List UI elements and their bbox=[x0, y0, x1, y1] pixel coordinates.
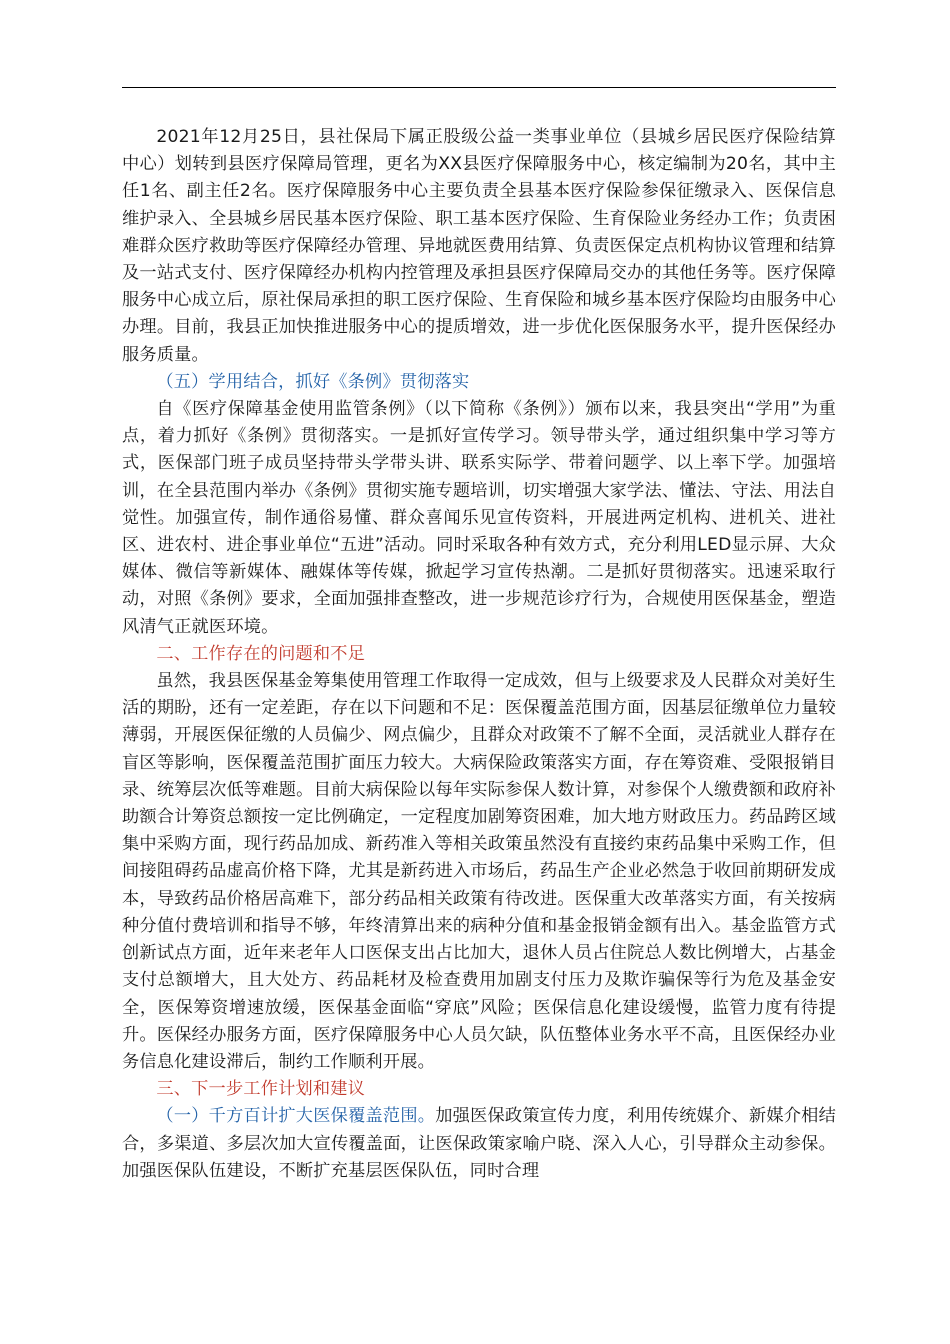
coverage-text: 加强医保政策宣传力度，利用传统媒介、新媒介相结合，多渠道、多层次加大宣传覆盖面，让医保政策家喻户晓、深入人心，引导群众主动参保。加强医保队伍建设，不断扩充基层医保队伍，同时合理 bbox=[122, 1106, 836, 1181]
section-heading-problems: 二、工作存在的问题和不足 bbox=[156, 643, 366, 664]
document-body bbox=[122, 124, 836, 1185]
paragraph-service-center: 2021年12月25日，县社保局下属正股级公益一类事业单位（县城乡居民医疗保险结算中心）划转到县医疗保障局管理，更名为XX县医疗保障服务中心，核定编制为20名，其中主任1名、副主任2名。医疗保障服务中心主要负责全县基本医疗保险参保征缴录入、医保信息维护录入、全县城乡居民基本医疗保险、职工基本医疗保险、生育保险业务经办工作；负责困难群众医疗救助等医疗保障经办管理、异地就医费用结算、负责医保定点机构协议管理和结算及一站式支付、医疗保障经办机构内控管理及承担县医疗保障局交办的其他任务等。医疗保障服务中心成立后，原社保局承担的职工医疗保险、生育保险和城乡基本医疗保险均由服务中心办理。目前，我县正加快推进服务中心的提质增效，进一步优化医保服务水平，提升医保经办服务质量。 bbox=[122, 127, 836, 365]
subheading-regulation: （五）学用结合，抓好《条例》贯彻落实 bbox=[156, 371, 470, 392]
paragraph-coverage bbox=[122, 1103, 836, 1185]
section-heading-next-steps: 三、下一步工作计划和建议 bbox=[156, 1079, 366, 1100]
paragraph-problems: 虽然，我县医保基金筹集使用管理工作取得一定成效，但与上级要求及人民群众对美好生活的期盼，还有一定差距，存在以下问题和不足：医保覆盖范围方面，因基层征缴单位力量较薄弱，开展医保征缴的人员偏少、网点偏少，且群众对政策不了解不全面，灵活就业人群存在盲区等影响，医保覆盖范围扩面压力较大。大病保险政策落实方面，存在筹资难、受限报销目录、统筹层次低等难题。目前大病保险以每年实际参保人数计算，对参保个人缴费额和政府补助额合计筹资总额按一定比例确定，一定程度加剧筹资困难，加大地方财政压力。药品跨区域集中采购方面，现行药品加成、新药准入等相关政策虽然没有直接约束药品集中采购工作，但间接阻碍药品虚高价格下降，尤其是新药进入市场后，药品生产企业必然急于收回前期研发成本，导致药品价格居高难下，部分药品相关政策有待改进。医保重大改革落实方面，有关按病种分值付费培训和指导不够，年终清算出来的病种分值和基金报销金额有出入。基金监管方式创新试点方面，近年来老年人口医保支出占比加大，退休人员占住院总人数比例增大，占基金支付总额增大，且大处方、药品耗材及检查费用加剧支付压力及欺诈骗保等行为危及基金安全，医保筹资增速放缓，医保基金面临“穿底”风险；医保信息化建设缓慢，监管力度有待提升。医保经办服务方面，医疗保障服务中心人员欠缺，队伍整体业务水平不高，且医保经办业务信息化建设滞后，制约工作顺利开展。 bbox=[122, 671, 836, 1072]
coverage-lead: （一）千方百计扩大医保覆盖范围。 bbox=[156, 1106, 436, 1127]
paragraph-regulation: 自《医疗保障基金使用监管条例》（以下简称《条例》）颁布以来，我县突出“学用”为重点，着力抓好《条例》贯彻落实。一是抓好宣传学习。领导带头学，通过组织集中学习等方式，医保部门班子成员坚持带头学带头讲、联系实际学、带着问题学、以上率下学。加强培训，在全县范围内举办《条例》贯彻实施专题培训，切实增强大家学法、懂法、守法、用法自觉性。加强宣传，制作通俗易懂、群众喜闻乐见宣传资料，开展进两定机构、进机关、进社区、进农村、进企事业单位“五进”活动。同时采取各种有效方式，充分利用LED显示屏、大众媒体、微信等新媒体、融媒体等传媒，掀起学习宣传热潮。二是抓好贯彻落实。迅速采取行动，对照《条例》要求，全面加强排查整改，进一步规范诊疗行为，合规使用医保基金，塑造风清气正就医环境。 bbox=[122, 399, 836, 637]
header-rule bbox=[122, 87, 836, 88]
